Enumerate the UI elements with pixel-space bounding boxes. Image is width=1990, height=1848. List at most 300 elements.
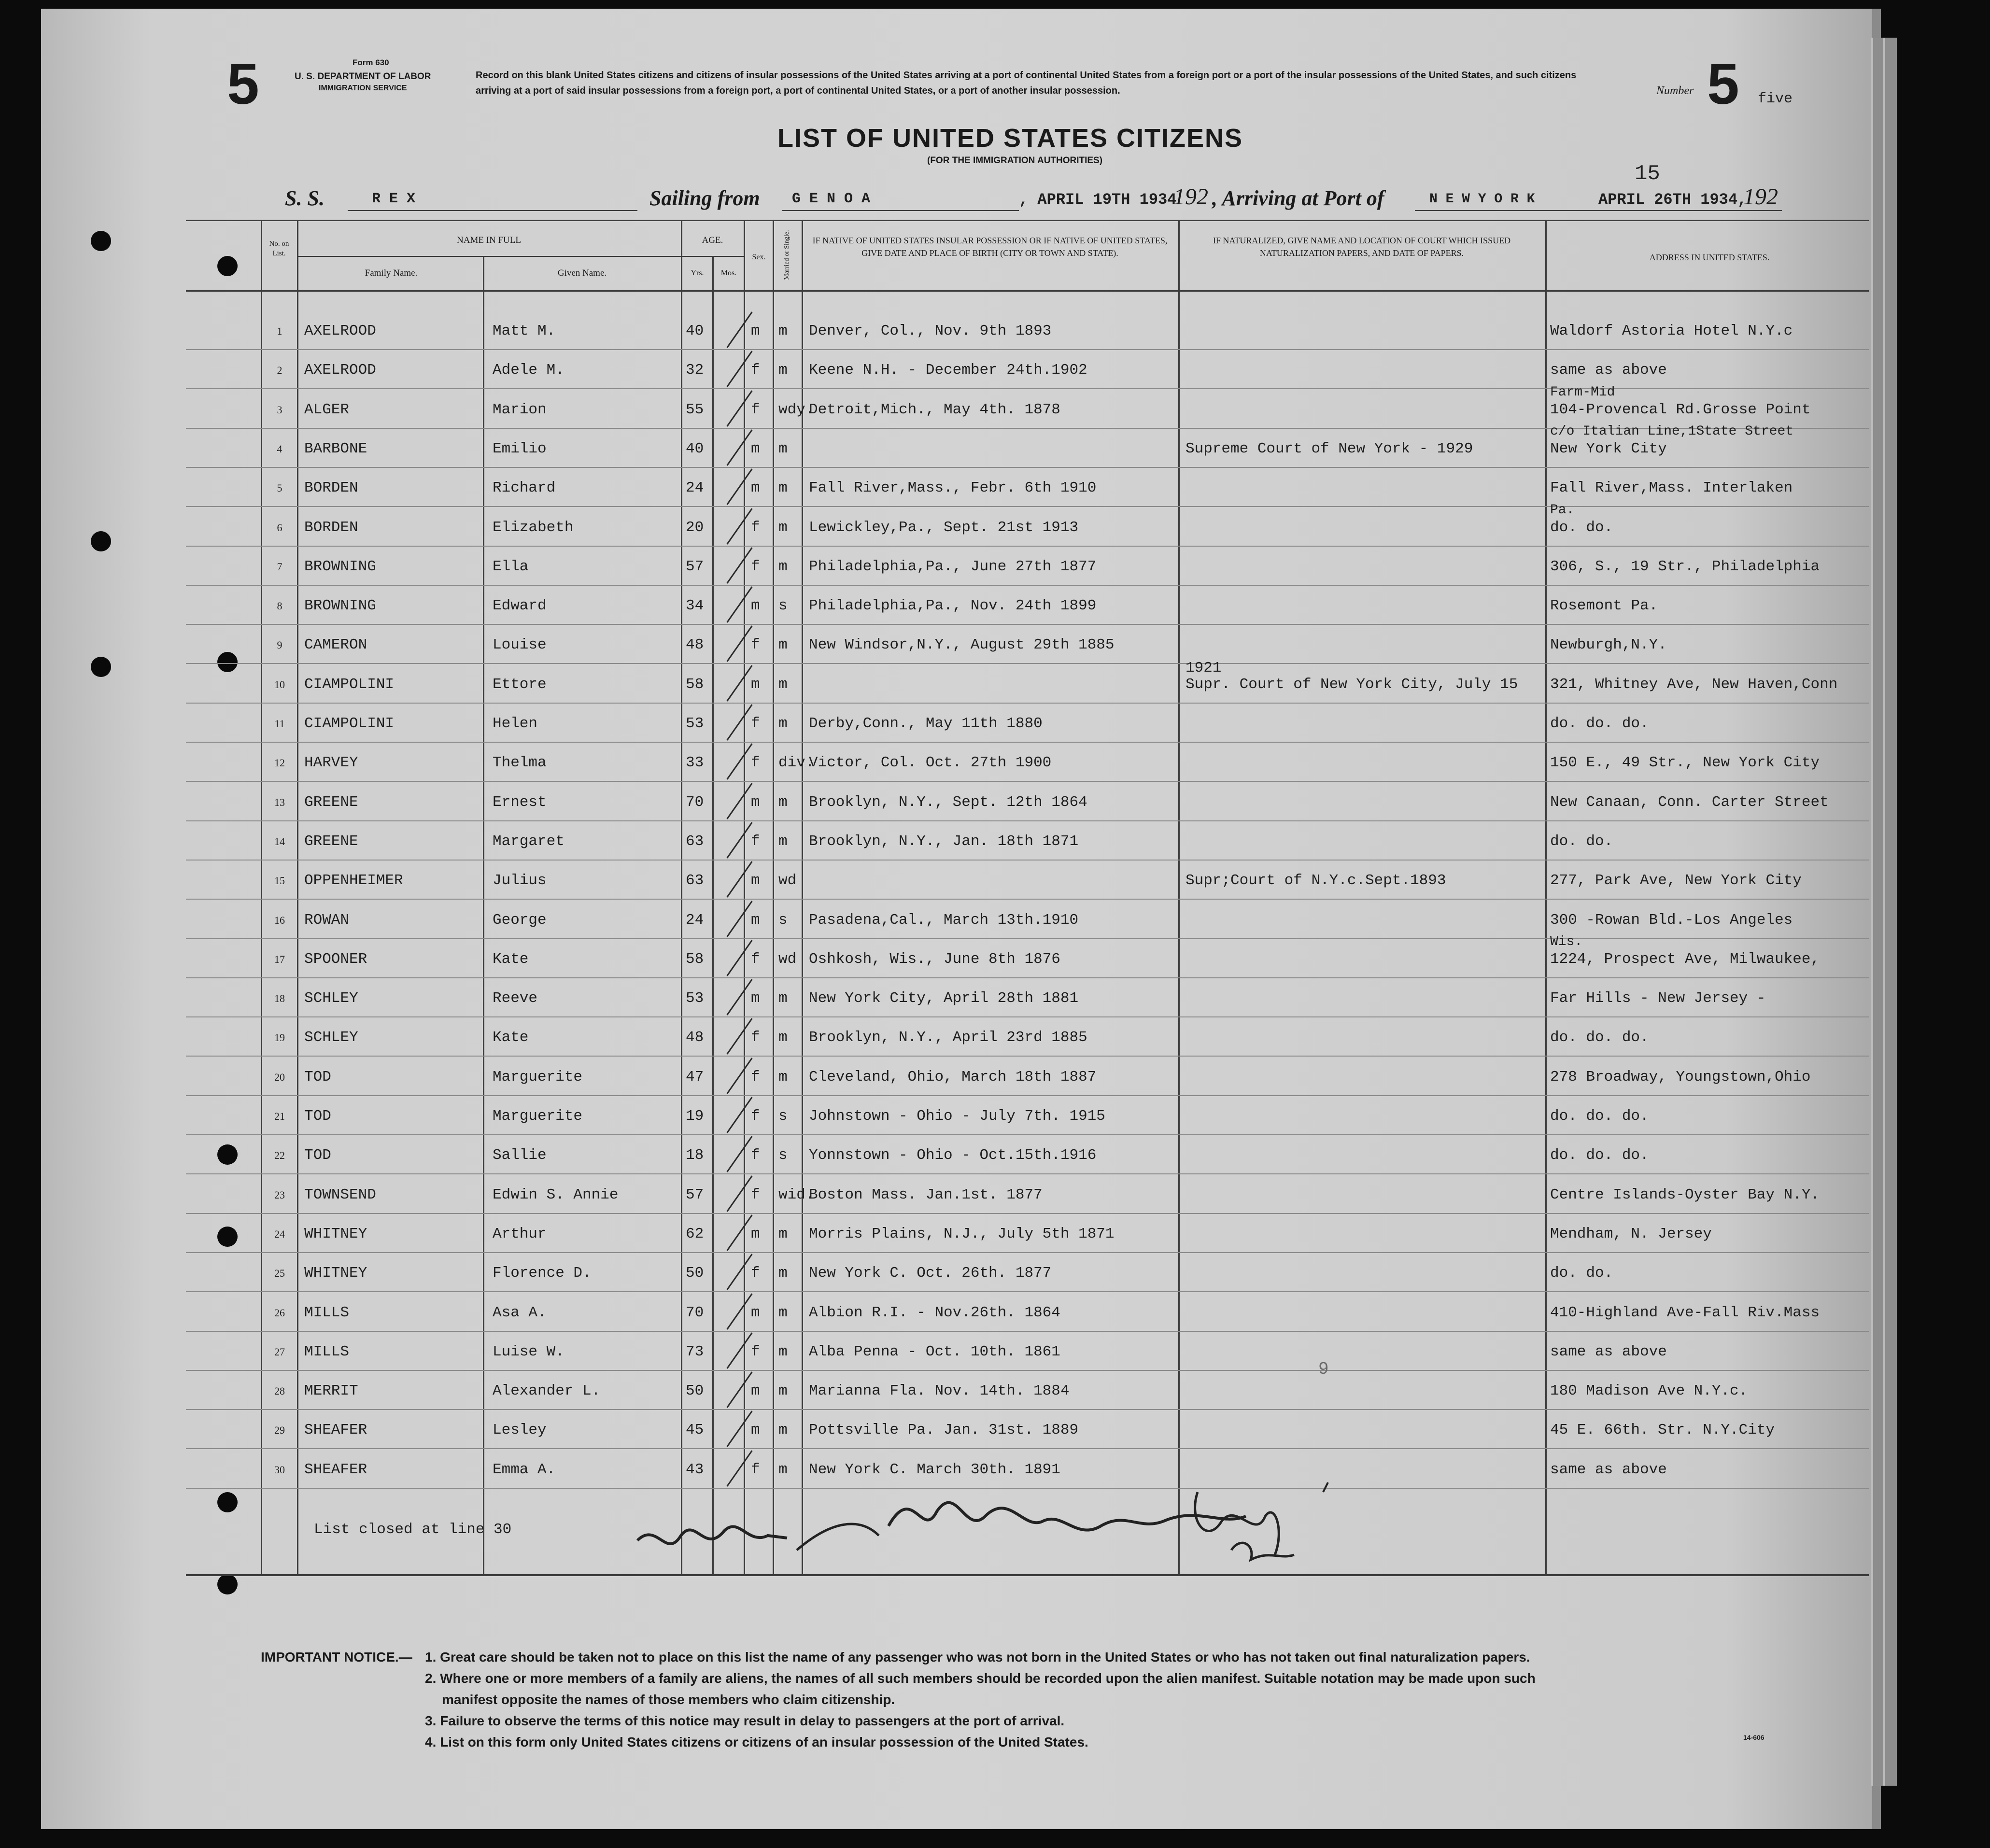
punch-hole [91,657,111,677]
cell-no: 18 [274,992,285,1005]
cell-given: Alexander L. [493,1382,601,1400]
cell-natz: Supr;Court of N.Y.c.Sept.1893 [1186,872,1446,889]
cell-marital: m [778,1265,788,1282]
header-bottom-border [186,290,1869,292]
cell-address: same as above [1550,362,1667,379]
header-birth: IF NATIVE OF UNITED STATES INSULAR POSSESSION OR IF NATIVE OF UNITED STATES, GIVE DATE AND PLACE OF BIRTH (CITY OR TOWN AND STATE). [812,236,1168,258]
cell-no: 19 [274,1031,285,1044]
header-no-on-list: No. on List. [269,240,289,257]
col-divider [681,220,682,1574]
cell-no: 7 [277,560,282,573]
cell-address: Rosemont Pa. [1550,597,1658,615]
cell-birth: Alba Penna - Oct. 10th. 1861 [809,1343,1060,1360]
cell-sex: f [751,1108,760,1125]
cell-age: 47 [686,1068,704,1086]
cell-given: Elizabeth [493,519,574,536]
page-subtitle: (FOR THE IMMIGRATION AUTHORITIES) [927,155,1103,166]
cell-birth: Philadelphia,Pa., Nov. 24th 1899 [809,597,1097,615]
row-rule [186,781,1869,782]
cell-birth: Brooklyn, N.Y., Jan. 18th 1871 [809,832,1079,850]
cell-address: 321, Whitney Ave, New Haven,Conn [1550,676,1838,693]
cell-sex: f [751,558,760,575]
cell-marital: m [778,519,788,536]
cell-address: do. do. do. [1550,1108,1649,1125]
cell-age: 34 [686,597,704,615]
cell-address: Newburgh,N.Y. [1550,636,1667,654]
row-rule [186,1291,1869,1292]
cell-age: 55 [686,401,704,418]
cell-sex: f [751,1029,760,1046]
cell-birth: Pasadena,Cal., March 13th.1910 [809,911,1079,929]
cell-given: Thelma [493,754,547,772]
cell-family: BORDEN [304,480,358,497]
cell-given: Matt M. [493,323,556,339]
cell-no: 12 [274,757,285,769]
cell-marital: wd [778,950,797,968]
sailing-port: G E N O A [792,191,871,207]
cell-sex: f [751,1343,760,1360]
cell-family: TOD [304,1108,331,1125]
row-rule [186,1331,1869,1332]
cell-address: 410-Highland Ave-Fall Riv.Mass [1550,1304,1820,1321]
cell-address: New Canaan, Conn. Carter Street [1550,793,1829,811]
cell-given: Ella [493,558,529,575]
cell-birth: New Windsor,N.Y., August 29th 1885 [809,636,1115,654]
cell-marital: s [778,597,788,615]
cell-birth: Pottsville Pa. Jan. 31st. 1889 [809,1422,1079,1439]
cell-marital: m [778,1382,788,1400]
notice-heading: IMPORTANT NOTICE.— [261,1650,412,1665]
cell-age: 70 [686,793,704,811]
cell-birth: Victor, Col. Oct. 27th 1900 [809,754,1052,772]
cell-sex: m [751,597,760,615]
col-divider [297,220,298,1574]
cell-marital: m [778,1304,788,1321]
cell-sex: f [751,401,760,418]
cell-sex: m [751,480,760,497]
row-rule [186,546,1869,547]
cell-family: SPOONER [304,950,367,968]
cell-sex: f [751,950,760,968]
header-address: ADDRESS IN UNITED STATES. [1649,253,1770,262]
punch-hole [217,1227,238,1247]
row-rule [186,1370,1869,1371]
cell-age: 53 [686,990,704,1007]
cell-age: 18 [686,1147,704,1164]
row-rule [186,899,1869,900]
cell-no: 21 [274,1110,285,1122]
header-mos: Mos. [720,269,737,277]
cell-marital: m [778,480,788,497]
service-label: IMMIGRATION SERVICE [319,84,407,92]
cell-no: 8 [277,600,282,612]
cell-no: 13 [274,796,285,808]
row-rule [186,1252,1869,1253]
cell-family: BROWNING [304,558,376,575]
cell-birth: Albion R.I. - Nov.26th. 1864 [809,1304,1060,1321]
cell-address: do. do. do. [1550,1029,1649,1046]
cell-no: 30 [274,1463,285,1476]
cell-birth: Derby,Conn., May 11th 1880 [809,715,1043,732]
cell-age: 73 [686,1343,704,1360]
cell-given: Emma A. [493,1461,556,1478]
cell-address-line2: Pa. [1550,502,1575,518]
cell-birth: Fall River,Mass., Febr. 6th 1910 [809,480,1097,497]
cell-address: 150 E., 49 Str., New York City [1550,754,1820,772]
header-married-single: Married or Single. [783,230,790,280]
cell-family: OPPENHEIMER [304,872,403,889]
row-rule [186,938,1869,939]
cell-no: 16 [274,914,285,926]
row-rule [186,388,1869,389]
inspector-signature [628,1463,1381,1574]
cell-sex: m [751,872,760,889]
cell-age: 19 [686,1108,704,1125]
cell-sex: f [751,1461,760,1478]
row-rule [186,860,1869,861]
cell-given: Julius [493,872,547,889]
col-divider [483,256,484,1574]
cell-family: MILLS [304,1304,350,1321]
cell-birth: Philadelphia,Pa., June 27th 1877 [809,558,1097,575]
cell-sex: m [751,440,760,457]
cell-family: MERRIT [304,1382,358,1400]
cell-age: 33 [686,754,704,772]
cell-sex: m [751,911,760,929]
cell-age: 50 [686,1382,704,1400]
cell-address: do. do. [1550,519,1613,536]
cell-given: Reeve [493,990,538,1007]
col-divider [1545,220,1547,1574]
cell-address: 104-Provencal Rd.Grosse Point [1550,401,1811,418]
cell-birth: New York City, April 28th 1881 [809,990,1079,1007]
cell-family: GREENE [304,832,358,850]
row-rule [186,1448,1869,1449]
cell-given: Arthur [493,1225,547,1242]
row-rule [186,977,1869,978]
cell-address: Fall River,Mass. Interlaken [1550,480,1793,497]
cell-birth: Denver, Col., Nov. 9th 1893 [809,323,1052,339]
department-label: U. S. DEPARTMENT OF LABOR [295,71,431,82]
cell-address: same as above [1550,1461,1667,1478]
cell-sex: f [751,362,760,379]
cell-family: GREENE [304,793,358,811]
cell-given: Asa A. [493,1304,547,1321]
cell-sex: f [751,519,760,536]
cell-birth: Cleveland, Ohio, March 18th 1887 [809,1068,1097,1086]
header-yrs: Yrs. [691,269,704,277]
form-instructions: Record on this blank United States citizens and citizens of insular possessions of the United States arriving at a port of continental United States from a foreign port or a port of the insular possessions of the United States, and such citizens arriving at a port of said insular possessions from a foreign port, a port of continental United States, or a port of another insular possession. [476,70,1577,96]
cell-sex: m [751,1382,760,1400]
row-rule [186,1016,1869,1017]
cell-given: Louise [493,636,547,654]
cell-marital: m [778,793,788,811]
cell-marital: s [778,1147,788,1164]
page-title: LIST OF UNITED STATES CITIZENS [777,124,1243,153]
cell-no: 5 [277,482,282,494]
row-rule [186,506,1869,507]
cell-given: Adele M. [493,362,565,379]
cell-address: do. do. [1550,832,1613,850]
cell-marital: wdy. [778,401,815,418]
cell-natz: Supr. Court of New York City, July 15 [1186,676,1518,693]
cell-no: 29 [274,1424,285,1437]
cell-marital: m [778,1068,788,1086]
cell-address: 277, Park Ave, New York City [1550,872,1802,889]
ship-name: R E X [372,191,416,207]
cell-birth: Johnstown - Ohio - July 7th. 1915 [809,1108,1105,1125]
cell-no: 28 [274,1385,285,1397]
cell-marital: m [778,1422,788,1439]
cell-marital: m [778,1029,788,1046]
cell-sex: f [751,636,760,654]
cell-sex: m [751,1225,760,1242]
cell-marital: m [778,832,788,850]
cell-no: 27 [274,1345,285,1358]
cell-given: Marguerite [493,1108,583,1125]
punch-hole [91,231,111,251]
punch-hole [217,1144,238,1165]
cell-family: SCHLEY [304,990,358,1007]
cell-no: 26 [274,1306,285,1319]
cell-birth: Detroit,Mich., May 4th. 1878 [809,401,1060,418]
cell-marital: s [778,911,788,929]
cell-no: 6 [277,521,282,534]
row-rule [186,624,1869,625]
cell-sex: f [751,832,760,850]
cell-sex: m [751,1304,760,1321]
punch-hole [217,1574,238,1594]
cell-family: BORDEN [304,519,358,536]
cell-address: 306, S., 19 Str., Philadelphia [1550,558,1820,575]
cell-marital: m [778,1225,788,1242]
cell-given: Ettore [493,676,547,693]
cell-given: Kate [493,1029,529,1046]
cell-no: 1 [277,325,282,337]
form-big-number: 5 [227,52,259,116]
cell-address: do. do. do. [1550,715,1649,732]
cell-marital: m [778,1461,788,1478]
row-rule [186,1173,1869,1174]
cell-address: Centre Islands-Oyster Bay N.Y. [1550,1186,1820,1203]
cell-given: Ernest [493,793,547,811]
cell-family: ROWAN [304,911,350,929]
page-mark: 15 [1635,162,1660,186]
cell-sex: f [751,1186,760,1203]
name-subheader-line [297,256,681,257]
cell-age: 58 [686,676,704,693]
cell-address: do. do. do. [1550,1147,1649,1164]
row-rule [186,1095,1869,1096]
cell-birth: Morris Plains, N.J., July 5th 1871 [809,1225,1115,1242]
cell-no: 14 [274,835,285,847]
cell-address: New York City [1550,440,1667,457]
cell-no: 2 [277,364,282,377]
cell-address: 278 Broadway, Youngstown,Ohio [1550,1068,1811,1086]
row-rule [186,1213,1869,1214]
page-edge [1871,38,1885,1786]
cell-marital: m [778,715,788,732]
cell-address: 45 E. 66th. Str. N.Y.City [1550,1422,1775,1439]
cell-birth: Boston Mass. Jan.1st. 1877 [809,1186,1043,1203]
sailing-port-underline [782,210,1019,211]
cell-given: Sallie [493,1147,547,1164]
cell-given: Luise W. [493,1343,565,1360]
row-rule [186,1134,1869,1135]
cell-given: Marguerite [493,1068,583,1086]
col-divider [744,220,745,1574]
cell-marital: m [778,323,788,339]
table-bottom-border [186,1574,1869,1576]
cell-marital: wid. [778,1186,815,1203]
header-sex: Sex. [752,253,766,261]
cell-no: 17 [274,953,285,965]
row-rule [186,703,1869,704]
row-rule [186,1056,1869,1057]
col-divider [261,220,262,1574]
cell-birth: New York C. March 30th. 1891 [809,1461,1060,1478]
cell-address: Waldorf Astoria Hotel N.Y.c [1550,323,1793,339]
form-label: Form 630 [353,58,389,67]
cell-birth: Keene N.H. - December 24th.1902 [809,362,1087,379]
cell-given: George [493,911,547,929]
cell-birth: New York C. Oct. 26th. 1877 [809,1265,1052,1282]
arrival-underline [1415,210,1782,211]
cell-age: 32 [686,362,704,379]
page-edge [1883,38,1897,1786]
cell-address-line2: Farm-Mid [1550,384,1615,400]
cell-birth: Marianna Fla. Nov. 14th. 1884 [809,1382,1070,1400]
cell-family: TOWNSEND [304,1186,376,1203]
cell-sex: m [751,990,760,1007]
row-rule [186,1409,1869,1410]
cell-address: Mendham, N. Jersey [1550,1225,1712,1242]
sailing-date: , APRIL 19TH 1934 [1019,191,1177,209]
cell-sex: m [751,676,760,693]
cell-marital: m [778,558,788,575]
cell-marital: m [778,990,788,1007]
cell-family: BROWNING [304,597,376,615]
ship-underline [348,210,637,211]
cell-family: WHITNEY [304,1225,367,1242]
arriving-year-suffix: 192 [1743,184,1778,210]
cell-family: WHITNEY [304,1265,367,1282]
cell-age: 50 [686,1265,704,1282]
punch-hole [217,256,238,276]
cell-family: SHEAFER [304,1461,367,1478]
cell-marital: m [778,676,788,693]
cell-family: MILLS [304,1343,350,1360]
cell-age: 63 [686,872,704,889]
header-age: AGE. [702,235,723,245]
cell-address: 300 -Rowan Bld.-Los Angeles [1550,911,1793,929]
cell-no: 25 [274,1267,285,1280]
stray-mark: 9 [1318,1359,1329,1379]
cell-birth: Yonnstown - Ohio - Oct.15th.1916 [809,1147,1097,1164]
cell-marital: m [778,440,788,457]
cell-age: 24 [686,911,704,929]
cell-family: TOD [304,1068,331,1086]
cell-given: Kate [493,950,529,968]
cell-no: 9 [277,639,282,651]
cell-sex: f [751,1265,760,1282]
cell-age: 63 [686,832,704,850]
cell-birth: Oshkosh, Wis., June 8th 1876 [809,950,1060,968]
cell-age: 53 [686,715,704,732]
cell-family: CIAMPOLINI [304,715,395,732]
cell-marital: s [778,1108,788,1125]
cell-age: 48 [686,1029,704,1046]
cell-age: 43 [686,1461,704,1478]
cell-age: 40 [686,323,704,339]
cell-sex: f [751,1147,760,1164]
cell-marital: m [778,1343,788,1360]
cell-no: 24 [274,1227,285,1240]
cell-no: 22 [274,1149,285,1162]
cell-family: HARVEY [304,754,358,772]
notice-item: 2. Where one or more members of a family are aliens, the names of all such members should be recorded upon the alien manifest. Suitable notation may be made upon such [425,1671,1536,1686]
cell-age: 40 [686,440,704,457]
arriving-port: N E W Y O R K [1429,192,1535,207]
cell-family: SHEAFER [304,1422,367,1439]
cell-given: Margaret [493,832,565,850]
cell-age: 24 [686,480,704,497]
cell-birth: Brooklyn, N.Y., Sept. 12th 1864 [809,793,1087,811]
col-divider [1178,220,1180,1574]
row-rule [186,742,1869,743]
cell-natz: Supreme Court of New York - 1929 [1186,440,1473,457]
cell-given: Florence D. [493,1265,592,1282]
cell-given: Lesley [493,1422,547,1439]
cell-no: 10 [274,678,285,691]
cell-family: AXELROOD [304,362,376,379]
col-divider [773,220,774,1574]
cell-age: 57 [686,1186,704,1203]
closing-line: List closed at line 30 [314,1521,512,1538]
cell-no: 3 [277,403,282,416]
cell-no: 23 [274,1188,285,1201]
cell-family: SCHLEY [304,1029,358,1046]
cell-address: 1224, Prospect Ave, Milwaukee, [1550,950,1820,968]
cell-no: 11 [274,718,285,730]
cell-sex: m [751,323,760,339]
cell-address: do. do. [1550,1265,1613,1282]
cell-address: same as above [1550,1343,1667,1360]
cell-address: Far Hills - New Jersey - [1550,990,1766,1007]
cell-age: 20 [686,519,704,536]
punch-hole [217,652,238,672]
cell-sex: f [751,1068,760,1086]
cell-no: 4 [277,442,282,455]
cell-age: 62 [686,1225,704,1242]
punch-hole [91,531,111,551]
notice-item: manifest opposite the names of those members who claim citizenship. [442,1692,895,1707]
cell-family: CIAMPOLINI [304,676,395,693]
row-rule [186,663,1869,664]
cell-age: 48 [686,636,704,654]
row-rule [186,585,1869,586]
cell-given: Edward [493,597,547,615]
arriving-date: APRIL 26TH 1934, [1598,191,1747,209]
cell-given: Edwin S. Annie [493,1186,619,1203]
cell-sex: m [751,793,760,811]
cell-age: 57 [686,558,704,575]
cell-sex: f [751,715,760,732]
cell-family: ALGER [304,401,350,418]
cell-age: 70 [686,1304,704,1321]
header-family-name: Family Name. [365,268,418,278]
row-rule [186,820,1869,821]
